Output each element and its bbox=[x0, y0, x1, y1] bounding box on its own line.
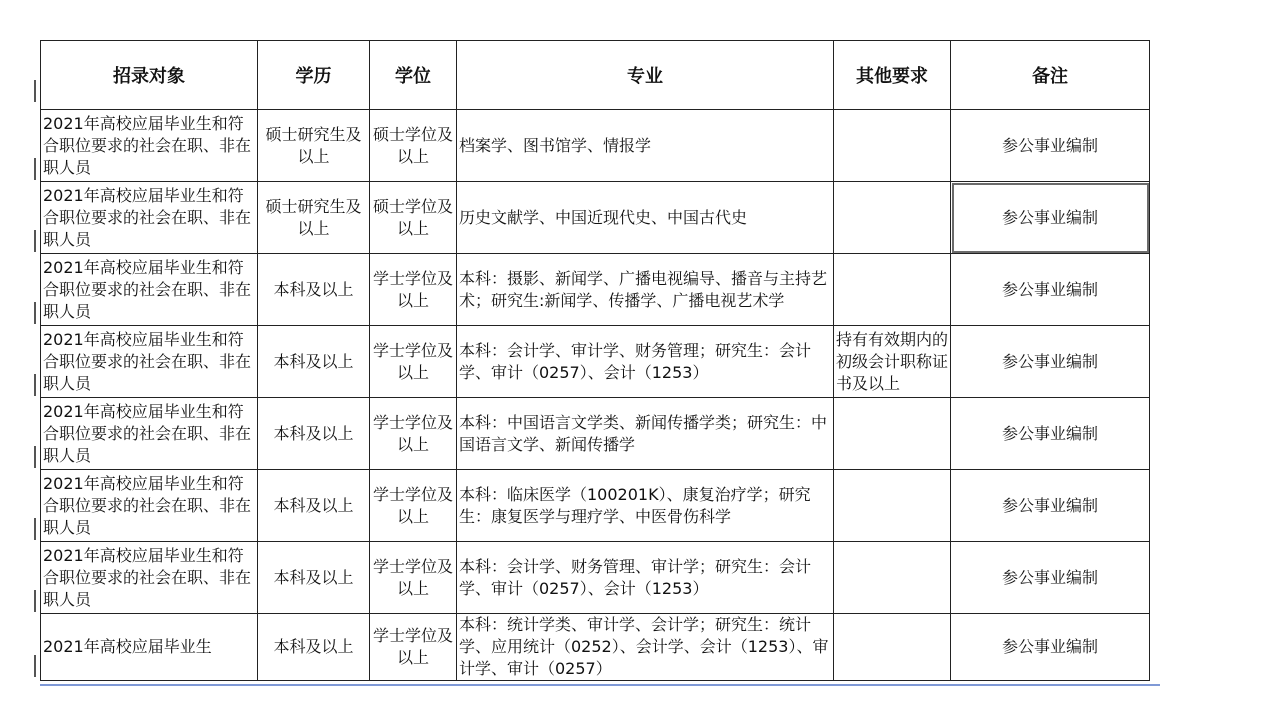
cell-target[interactable]: 2021年高校应届毕业生和符合职位要求的社会在职、非在职人员 bbox=[41, 182, 258, 254]
header-row bbox=[41, 41, 1150, 110]
cell-major[interactable]: 本科：会计学、审计学、财务管理；研究生：会计学、审计（0257）、会计（1253） bbox=[457, 326, 834, 398]
cell-other[interactable]: 持有有效期内的初级会计职称证书及以上 bbox=[834, 326, 951, 398]
cell-other[interactable] bbox=[834, 470, 951, 542]
table-row bbox=[41, 614, 1150, 681]
cell-note[interactable]: 参公事业编制 bbox=[951, 470, 1150, 542]
cell-education[interactable]: 本科及以上 bbox=[258, 398, 370, 470]
cell-education[interactable]: 本科及以上 bbox=[258, 542, 370, 614]
cell-target[interactable]: 2021年高校应届毕业生和符合职位要求的社会在职、非在职人员 bbox=[41, 542, 258, 614]
header-target[interactable]: 招录对象 bbox=[41, 41, 258, 110]
header-note[interactable]: 备注 bbox=[951, 41, 1150, 110]
cell-major[interactable]: 本科：统计学类、审计学、会计学；研究生：统计学、应用统计（0252）、会计学、会计（1253）、审计学、审计（0257） bbox=[457, 614, 834, 681]
cell-degree[interactable]: 学士学位及以上 bbox=[370, 326, 457, 398]
cell-target[interactable]: 2021年高校应届毕业生和符合职位要求的社会在职、非在职人员 bbox=[41, 326, 258, 398]
cell-note-selected[interactable]: 参公事业编制 bbox=[951, 182, 1150, 254]
cell-degree[interactable]: 学士学位及以上 bbox=[370, 542, 457, 614]
header-degree[interactable]: 学位 bbox=[370, 41, 457, 110]
cell-note[interactable]: 参公事业编制 bbox=[951, 254, 1150, 326]
cell-major[interactable]: 历史文献学、中国近现代史、中国古代史 bbox=[457, 182, 834, 254]
cell-major[interactable]: 档案学、图书馆学、情报学 bbox=[457, 110, 834, 182]
table-row bbox=[41, 326, 1150, 398]
cell-other[interactable] bbox=[834, 542, 951, 614]
cell-other[interactable] bbox=[834, 110, 951, 182]
header-major[interactable]: 专业 bbox=[457, 41, 834, 110]
cell-degree[interactable]: 学士学位及以上 bbox=[370, 614, 457, 681]
cell-education[interactable]: 本科及以上 bbox=[258, 470, 370, 542]
cell-other[interactable] bbox=[834, 398, 951, 470]
cell-major[interactable]: 本科：临床医学（100201K）、康复治疗学；研究生：康复医学与理疗学、中医骨伤科学 bbox=[457, 470, 834, 542]
cell-note[interactable]: 参公事业编制 bbox=[951, 542, 1150, 614]
cell-target[interactable]: 2021年高校应届毕业生 bbox=[41, 614, 258, 681]
cell-degree[interactable]: 学士学位及以上 bbox=[370, 398, 457, 470]
cell-degree[interactable]: 硕士学位及以上 bbox=[370, 182, 457, 254]
cell-education[interactable]: 本科及以上 bbox=[258, 614, 370, 681]
header-education[interactable]: 学历 bbox=[258, 41, 370, 110]
cell-education[interactable]: 本科及以上 bbox=[258, 254, 370, 326]
table-row bbox=[41, 182, 1150, 254]
cell-degree[interactable]: 硕士学位及以上 bbox=[370, 110, 457, 182]
cell-other[interactable] bbox=[834, 614, 951, 681]
cell-other[interactable] bbox=[834, 182, 951, 254]
cell-target[interactable]: 2021年高校应届毕业生和符合职位要求的社会在职、非在职人员 bbox=[41, 470, 258, 542]
table-row bbox=[41, 254, 1150, 326]
cell-target[interactable]: 2021年高校应届毕业生和符合职位要求的社会在职、非在职人员 bbox=[41, 398, 258, 470]
cell-education[interactable]: 本科及以上 bbox=[258, 326, 370, 398]
cell-note[interactable]: 参公事业编制 bbox=[951, 326, 1150, 398]
cell-major[interactable]: 本科：摄影、新闻学、广播电视编导、播音与主持艺术；研究生:新闻学、传播学、广播电视艺术学 bbox=[457, 254, 834, 326]
cell-other[interactable] bbox=[834, 254, 951, 326]
cell-degree[interactable]: 学士学位及以上 bbox=[370, 470, 457, 542]
sheet-bottom-border bbox=[40, 684, 1160, 686]
cell-target[interactable]: 2021年高校应届毕业生和符合职位要求的社会在职、非在职人员 bbox=[41, 110, 258, 182]
cell-education[interactable]: 硕士研究生及以上 bbox=[258, 110, 370, 182]
cell-note[interactable]: 参公事业编制 bbox=[951, 614, 1150, 681]
table-row bbox=[41, 398, 1150, 470]
cell-target[interactable]: 2021年高校应届毕业生和符合职位要求的社会在职、非在职人员 bbox=[41, 254, 258, 326]
table-row bbox=[41, 110, 1150, 182]
row-edge-markers bbox=[34, 40, 38, 685]
cell-degree[interactable]: 学士学位及以上 bbox=[370, 254, 457, 326]
cell-note[interactable]: 参公事业编制 bbox=[951, 110, 1150, 182]
cell-major[interactable]: 本科：中国语言文学类、新闻传播学类；研究生：中国语言文学、新闻传播学 bbox=[457, 398, 834, 470]
cell-note[interactable]: 参公事业编制 bbox=[951, 398, 1150, 470]
cell-education[interactable]: 硕士研究生及以上 bbox=[258, 182, 370, 254]
table-row bbox=[41, 470, 1150, 542]
header-other[interactable]: 其他要求 bbox=[834, 41, 951, 110]
cell-major[interactable]: 本科：会计学、财务管理、审计学；研究生：会计学、审计（0257）、会计（1253） bbox=[457, 542, 834, 614]
table-row bbox=[41, 542, 1150, 614]
recruitment-table bbox=[40, 40, 1150, 681]
